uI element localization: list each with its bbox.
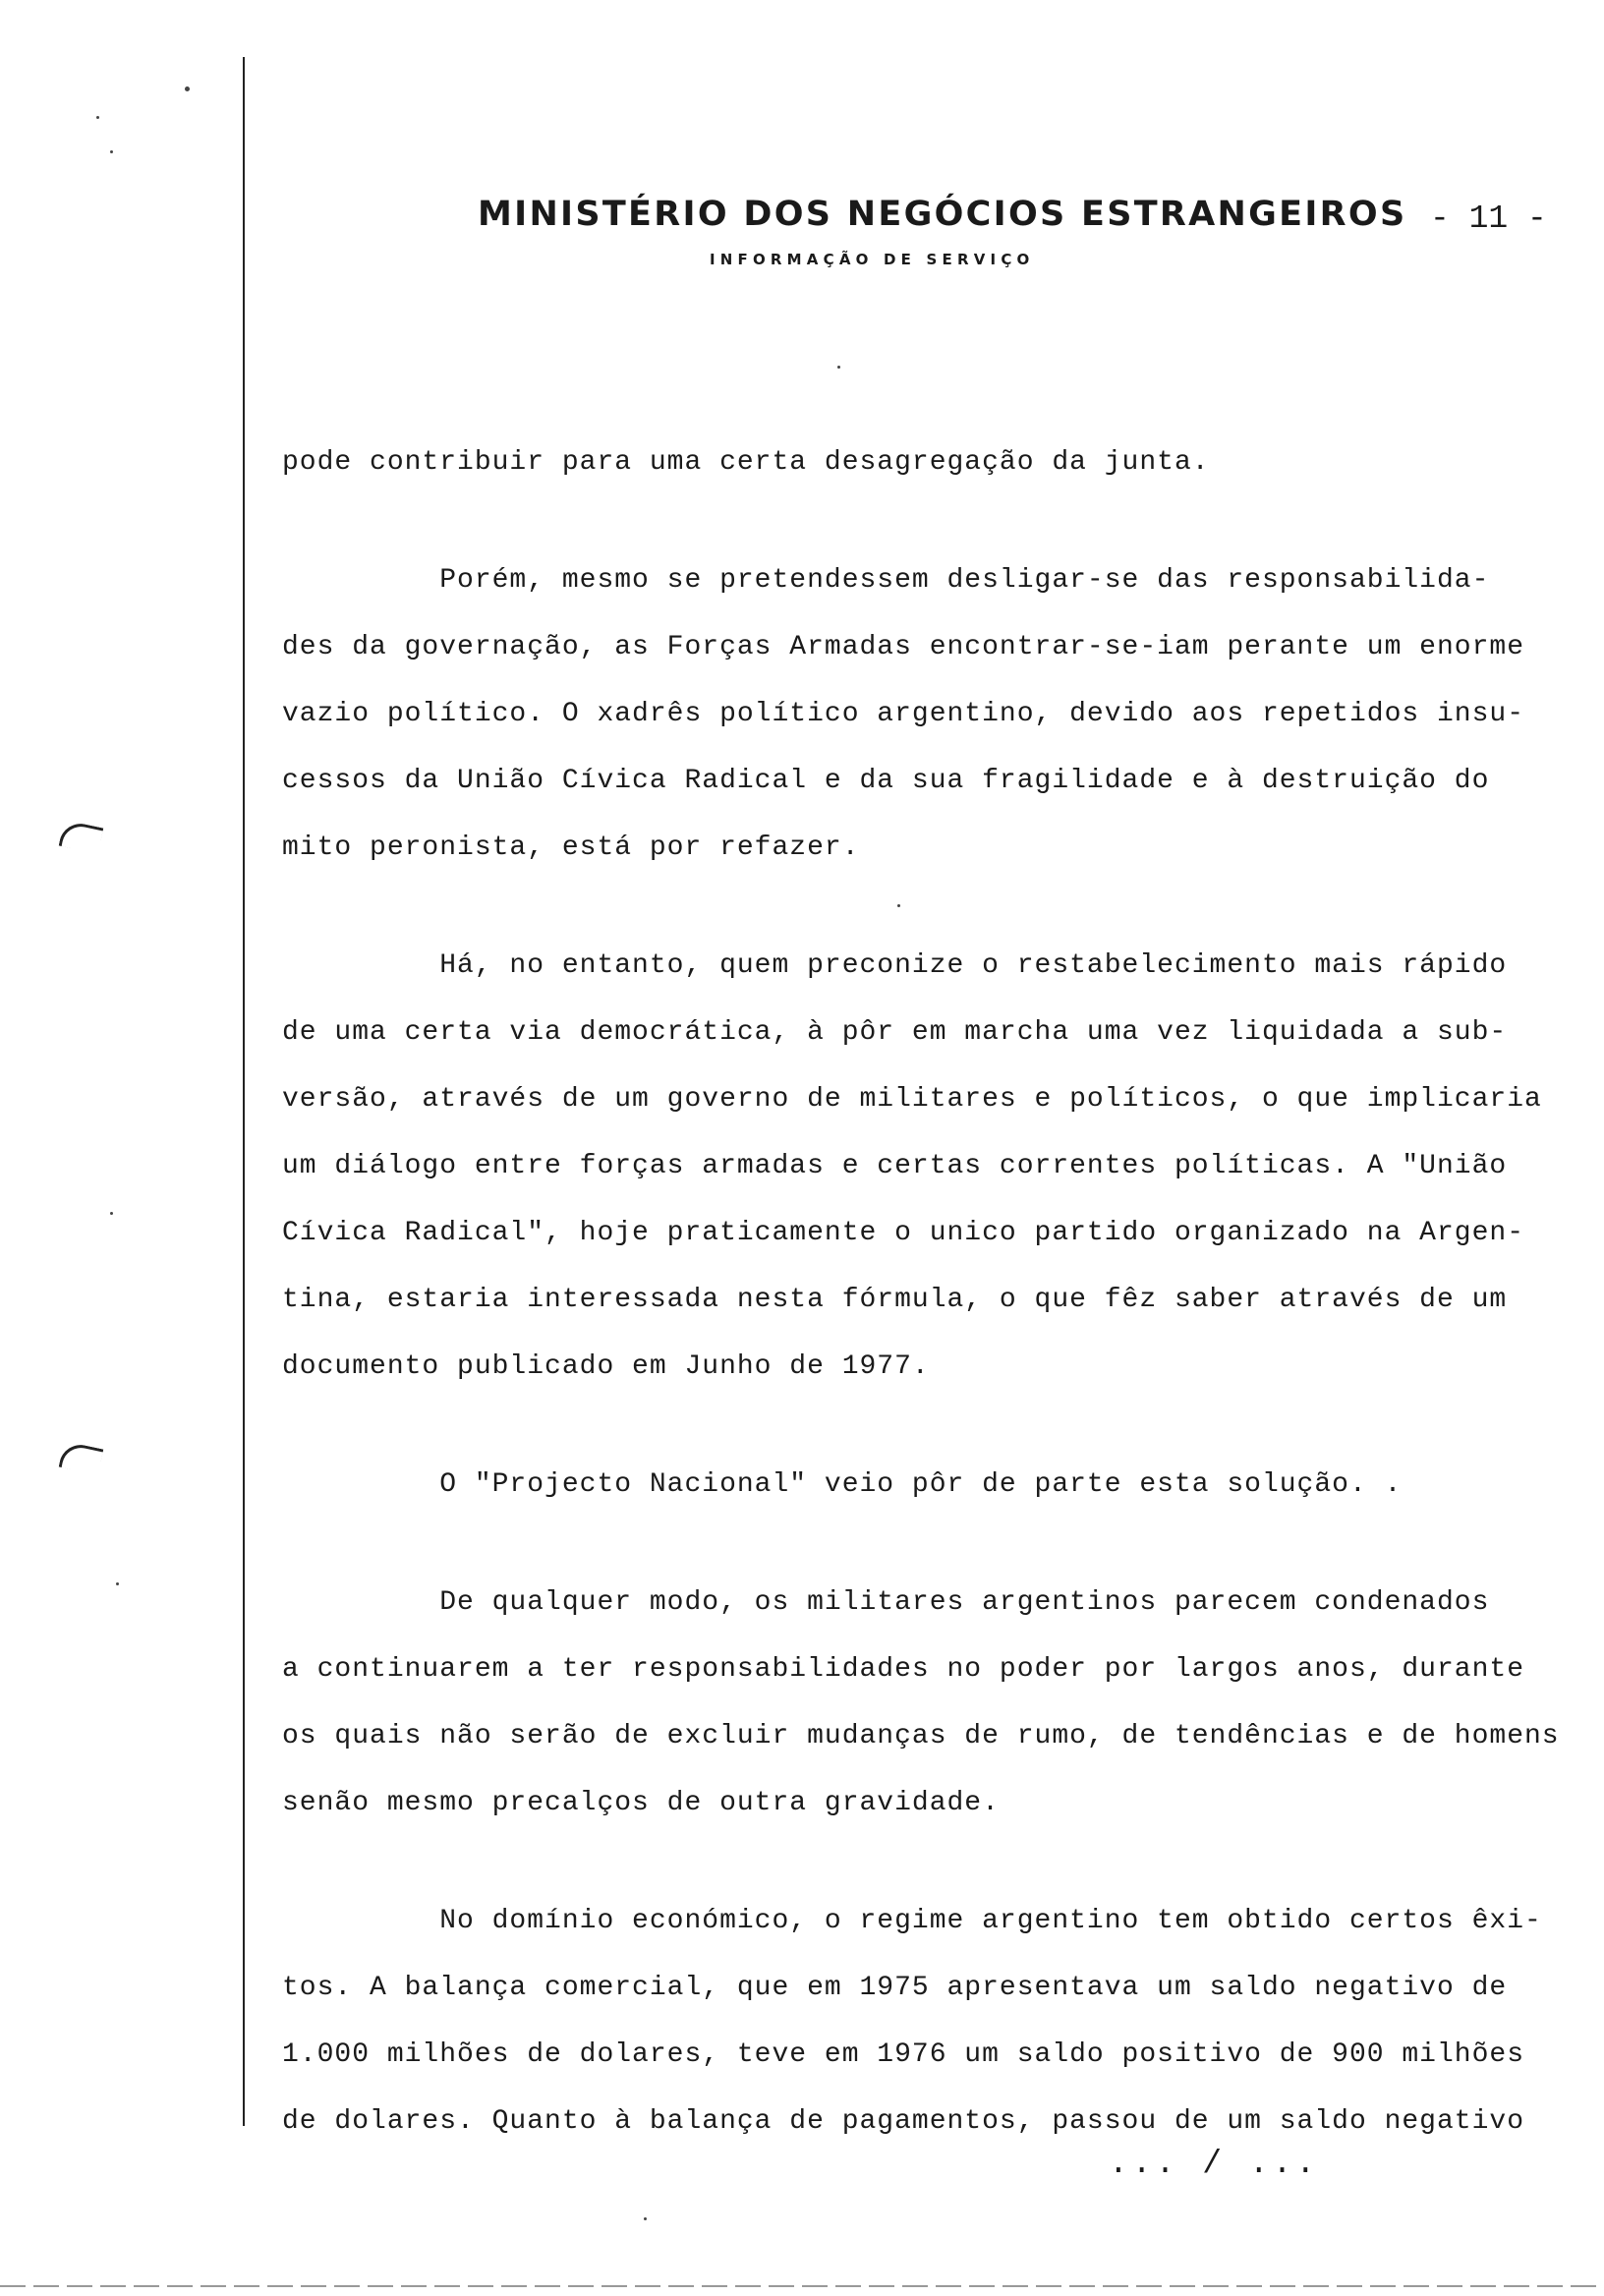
paragraph: [282, 1888, 1604, 2155]
paragraph: [282, 1570, 1604, 1837]
continuation-marker: ... / ...: [1109, 2146, 1320, 2182]
text-line: pode contribuir para uma certa desagregação da junta.: [282, 447, 1210, 478]
page-number: - 11 -: [1430, 201, 1547, 237]
text-line: cessos da União Cívica Radical e da sua fragilidade e à destruição do: [282, 766, 1490, 796]
left-margin-rule: [243, 57, 245, 2126]
ministry-title: MINISTÉRIO DOS NEGÓCIOS ESTRANGEIROS: [478, 195, 1407, 234]
paragraph: [282, 430, 1604, 496]
text-line: vazio político. O xadrês político argentino, devido aos repetidos insu-: [282, 699, 1524, 729]
text-line: No domínio económico, o regime argentino tem obtido certos êxi-: [282, 1906, 1542, 1936]
text-line: documento publicado em Junho de 1977.: [282, 1351, 930, 1382]
scan-speck: [110, 150, 113, 153]
text-line: 1.000 milhões de dolares, teve em 1976 um saldo positivo de 900 milhões: [282, 2039, 1524, 2070]
text-line: des da governação, as Forças Armadas encontrar-se-iam perante um enorme: [282, 632, 1524, 662]
text-line: tina, estaria interessada nesta fórmula, o que fêz saber através de um: [282, 1285, 1508, 1315]
text-line: versão, através de um governo de militares e políticos, o que implicaria: [282, 1084, 1542, 1115]
binder-hole-mark-top: [59, 820, 104, 854]
text-line: tos. A balança comercial, que em 1975 apresentava um saldo negativo de: [282, 1973, 1508, 2003]
scan-speck: [116, 1582, 119, 1585]
scan-speck: [185, 86, 190, 91]
text-line: O "Projecto Nacional" veio pôr de parte esta solução. .: [282, 1469, 1403, 1500]
text-line: um diálogo entre forças armadas e certas correntes políticas. A "União: [282, 1151, 1508, 1181]
scan-speck: [96, 116, 99, 119]
text-line: senão mesmo precalços de outra gravidade.: [282, 1788, 1000, 1818]
text-line: de uma certa via democrática, à pôr em marcha uma vez liquidada a sub-: [282, 1017, 1508, 1048]
scan-speck: [644, 2217, 647, 2220]
paragraph: [282, 547, 1604, 882]
scan-speck: [837, 366, 840, 369]
paragraph: [282, 1452, 1604, 1519]
text-line: Há, no entanto, quem preconize o restabelecimento mais rápido: [282, 950, 1508, 981]
text-line: de dolares. Quanto à balança de pagamentos, passou de um saldo negativo: [282, 2106, 1524, 2137]
bottom-edge-rule: [0, 2285, 1604, 2287]
binder-hole-mark-bottom: [59, 1441, 104, 1475]
text-line: De qualquer modo, os militares argentinos parecem condenados: [282, 1587, 1490, 1618]
text-line: Cívica Radical", hoje praticamente o unico partido organizado na Argen-: [282, 1218, 1524, 1248]
text-line: Porém, mesmo se pretendessem desligar-se das responsabilida-: [282, 565, 1490, 596]
document-type-subtitle: INFORMAÇÃO DE SERVIÇO: [710, 251, 1035, 268]
body-text: [282, 430, 1604, 2155]
paragraph: [282, 933, 1604, 1401]
text-line: a continuarem a ter responsabilidades no poder por largos anos, durante: [282, 1654, 1524, 1685]
text-line: os quais não serão de excluir mudanças de rumo, de tendências e de homens: [282, 1721, 1560, 1751]
scan-speck: [110, 1212, 113, 1215]
text-line: mito peronista, está por refazer.: [282, 832, 860, 863]
